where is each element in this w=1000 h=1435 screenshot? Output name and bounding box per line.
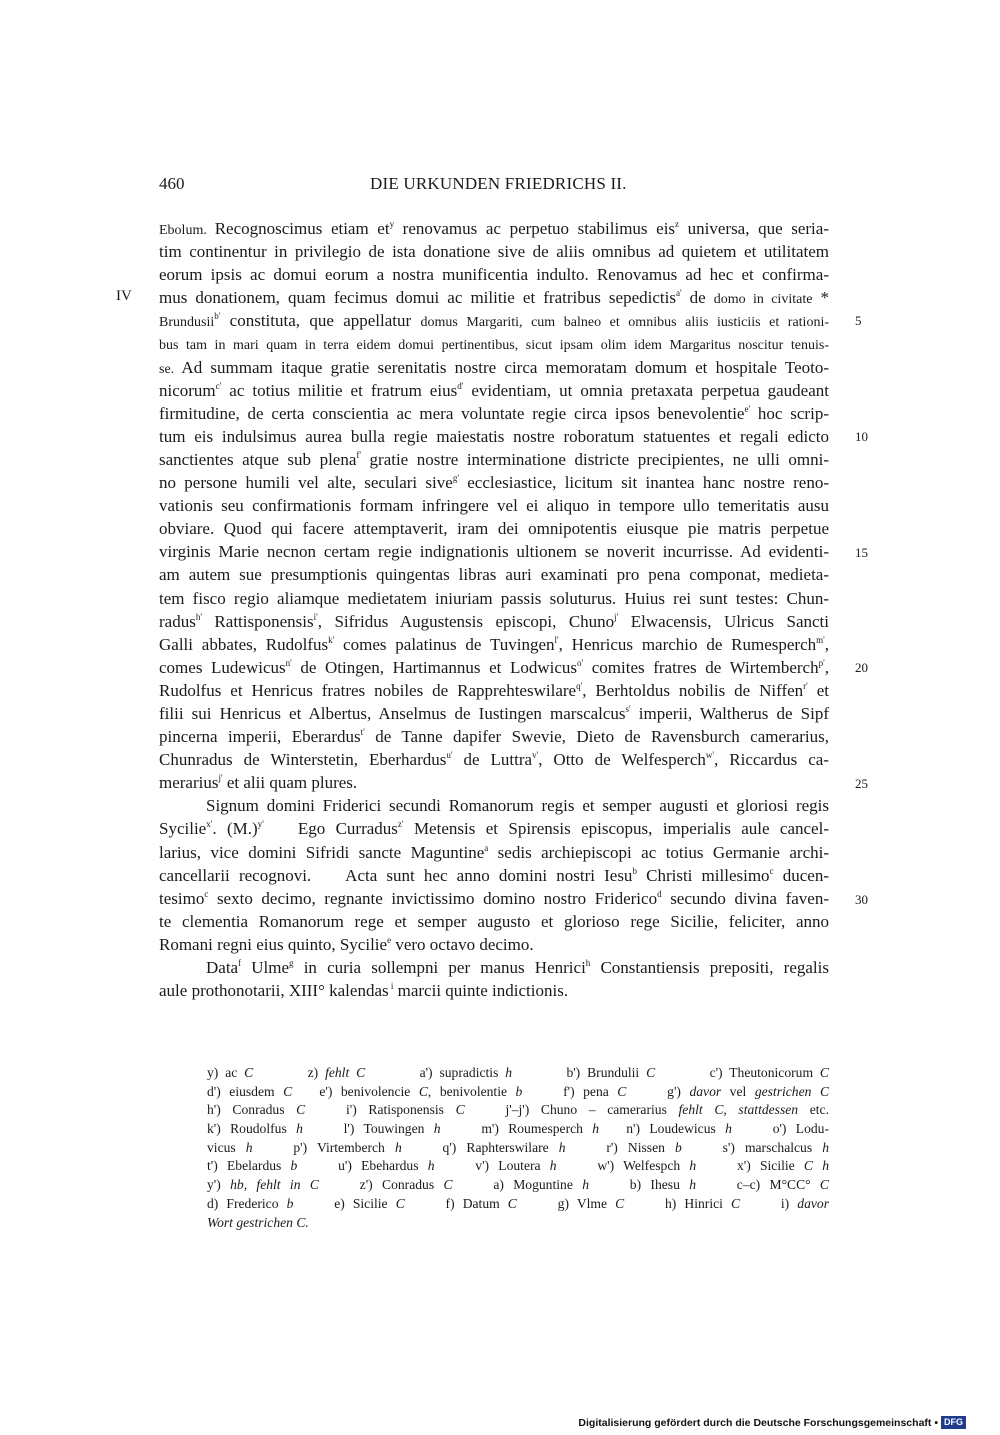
footnote-marker: a: [484, 842, 489, 853]
text-run: s') marschalcus: [681, 1139, 823, 1155]
text-run: h) Hinrici: [624, 1195, 732, 1211]
siglum-text: C: [646, 1065, 656, 1080]
text-run: firmitudine, de certa conscientia ac mera voluntate regie circa ipsos benevolentie: [159, 403, 745, 423]
text-run: vationis seu confirmationis formam infringere vel ei aliquo in tempore ullo temeritatis ausu: [159, 496, 829, 516]
siglum-text: h: [558, 1139, 566, 1155]
text-run: v') Loutera: [434, 1158, 550, 1174]
footer-credit: [578, 1416, 966, 1429]
text-run: renovamus ac perpetuo stabilimus eis: [394, 219, 676, 238]
small-print-text: Brundusii: [159, 315, 215, 331]
text-run: mus donationem, quam fecimus domui ac militie et fratribus sepedictis: [159, 288, 676, 308]
text-run: cancellarii recognovi. Acta sunt hec anno domini nostri Iesu: [159, 865, 633, 885]
text-run: Elwacensis, Ulricus Sancti: [618, 611, 830, 631]
text-line: [159, 956, 829, 979]
text-run: marcii quinte indictionis.: [393, 981, 569, 1001]
text-run: t') Ebelardus: [207, 1158, 291, 1174]
line-number: 25: [855, 776, 868, 791]
small-print-text: Ebolum.: [159, 223, 215, 238]
text-run: filii sui Henricus et Albertus, Anselmus de Iustingen marscalcus: [159, 703, 626, 723]
text-run: b) Ihesu: [588, 1177, 690, 1193]
text-line: [159, 933, 829, 956]
small-print-text: bus tam in mari quam in terra eidem domui pertinentibus, sicut ipsam olim idem Margaritus noscitur tenuis-: [159, 338, 829, 354]
text-line: [159, 263, 829, 286]
siglum-text: davor: [689, 1083, 722, 1099]
note-line: [207, 1214, 829, 1233]
text-run: h') Conradus: [207, 1102, 297, 1118]
text-run: ecclesiastice, licitum sit inantea hanc nostre reno-: [458, 473, 829, 493]
text-run: Sycilie: [159, 819, 207, 839]
footnote-marker: h: [585, 958, 591, 968]
text-run: pincerna imperii, Eberardus: [159, 727, 361, 747]
text-run: r') Nissen: [565, 1139, 676, 1155]
siglum-text: b: [286, 1195, 294, 1211]
footnote-marker: m': [816, 634, 825, 645]
text-line: [159, 356, 829, 379]
footnote-marker: f: [238, 958, 242, 968]
text-run: de: [681, 288, 714, 308]
text-run: merarius: [159, 773, 219, 793]
text-run: comes palatinus de Tuvingen: [334, 634, 555, 654]
text-line: [159, 286, 829, 309]
footnote-marker: z: [675, 219, 680, 229]
dfg-logo-icon: DFG: [941, 1416, 966, 1429]
text-run: radus: [159, 611, 196, 631]
siglum-text: h: [689, 1177, 696, 1193]
text-line: [159, 610, 829, 633]
text-run: j'–j') Chuno – camerarius: [464, 1102, 679, 1118]
note-line: [207, 1139, 829, 1158]
charter-text: [159, 217, 829, 1002]
text-run: i): [740, 1195, 798, 1211]
text-line: [159, 633, 829, 656]
siglum-text: C: [819, 1065, 829, 1080]
text-run: y) ac: [207, 1065, 245, 1080]
text-run: tim continentur in privilegio de ista donatione sive de aliis omnibus ad quietem et utilitatem: [159, 242, 829, 262]
text-run: n') Loudewicus: [599, 1121, 726, 1137]
text-line: [159, 702, 829, 725]
text-run: Chunradus de Winterstetin, Eberhardus: [159, 750, 447, 770]
text-run: no persone humili vel alte, seculari sive: [159, 473, 453, 493]
text-run: Galli abbates, Rudolfus: [159, 634, 329, 654]
footnote-marker: j': [218, 773, 223, 784]
siglum-text: b: [675, 1139, 682, 1155]
text-run: nicorum: [159, 380, 216, 400]
text-run: q') Raphterswilare: [401, 1139, 559, 1155]
note-line: [207, 1064, 829, 1083]
text-run: f) Datum: [404, 1195, 508, 1211]
siglum-text: hb, fehlt in C: [230, 1177, 319, 1193]
footnote-marker: p': [818, 657, 825, 668]
siglum-text: Wort gestrichen C.: [207, 1214, 309, 1230]
text-run: g) Vlme: [516, 1195, 616, 1211]
text-line: [159, 563, 829, 586]
text-line: [159, 240, 829, 263]
text-run: a) Moguntine: [452, 1177, 583, 1193]
text-run: z') Conradus: [318, 1177, 444, 1193]
text-run: vel: [721, 1083, 755, 1099]
text-run: tum eis indulsimus aurea bulla regie maiestatis nostre roboratum statuentes et regali edicto: [159, 426, 829, 446]
text-run: i') Ratisponensis: [305, 1102, 456, 1118]
text-run: Constantiensis prepositi, regalis: [590, 958, 829, 977]
text-run: vicus: [207, 1139, 246, 1155]
text-line: [159, 379, 829, 402]
text-run: e) Sicilie: [293, 1195, 396, 1211]
text-run: sexto decimo, regnante invictissimo domino nostro Friderico: [208, 888, 658, 908]
siglum-text: C: [615, 1195, 625, 1211]
text-run: universa, que seria-: [679, 219, 829, 238]
footnote-marker: o': [577, 657, 584, 668]
footnote-marker: g: [289, 958, 294, 968]
text-run: sanctientes atque sub plena: [159, 449, 357, 469]
page-number: 460: [159, 174, 185, 193]
small-print-text: se.: [159, 361, 175, 377]
siglum-text: C: [283, 1083, 293, 1099]
text-run: , Riccardus ca-: [714, 750, 829, 770]
text-run: b') Brundulii: [512, 1065, 647, 1080]
text-run: de Luttra: [452, 750, 533, 770]
text-run: z): [253, 1065, 326, 1080]
siglum-text: h: [296, 1121, 303, 1137]
text-line: [159, 425, 829, 448]
siglum-text: C: [443, 1177, 453, 1193]
text-line: [159, 910, 829, 933]
footnote-marker: e: [387, 934, 392, 945]
footnote-marker: y': [257, 819, 264, 830]
footer-text: Digitalisierung gefördert durch die Deutsche Forschungsgemeinschaft •: [578, 1416, 938, 1429]
text-run: constituta, que appellatur: [220, 311, 421, 331]
text-run: , Sifridus Augustensis episcopi, Chuno: [317, 611, 615, 631]
siglum-text: davor: [797, 1195, 830, 1211]
note-line: [207, 1083, 829, 1102]
footnote-marker: d: [657, 888, 662, 899]
siglum-text: C: [296, 1102, 306, 1118]
footnote-marker: f': [356, 449, 362, 460]
footnote-marker: t': [360, 727, 365, 738]
text-run: Rudolfus et Henricus fratres nobiles de Rapprehteswilare: [159, 680, 577, 700]
footnote-marker: i: [388, 981, 394, 992]
text-run: in curia sollempni per manus Henrici: [293, 958, 586, 977]
text-run: d') eiusdem: [207, 1083, 284, 1099]
small-print-text: domus Margariti, cum balneo et omnibus aliis iusticiis et rationi-: [420, 315, 830, 331]
footnote-marker: b: [632, 865, 637, 876]
text-run: Rattisponensis: [201, 611, 314, 631]
footnote-marker: r': [803, 680, 808, 691]
text-run: te clementia Romanorum rege et semper augusto et glorioso rege Sicilie, feliciter, anno: [159, 911, 829, 931]
text-run: e') benivolencie: [292, 1083, 419, 1099]
text-line: [159, 794, 829, 817]
text-run: aule prothonotarii, XIII° kalendas: [159, 981, 389, 1001]
text-run: w') Welfespch: [556, 1158, 690, 1174]
text-run: k') Roudolfus: [207, 1121, 297, 1137]
small-print-text: domo in civitate: [713, 292, 813, 308]
text-run: , Otto de Welfesperch: [538, 750, 706, 770]
text-run: hoc scrip-: [750, 403, 829, 423]
siglum-text: fehlt C, stattdessen: [678, 1102, 799, 1118]
siglum-text: h: [427, 1158, 435, 1174]
text-run: *: [812, 288, 829, 308]
text-line: [159, 887, 829, 910]
text-line: [159, 309, 829, 332]
text-line: [159, 517, 829, 540]
text-run: Signum domini Friderici secundi Romanorum regis et semper augusti et gloriosi regis: [206, 796, 829, 816]
text-run: comes Ludewicus: [159, 657, 286, 677]
text-line: [159, 540, 829, 563]
text-run: et: [807, 680, 829, 700]
note-line: [207, 1101, 829, 1120]
siglum-text: C: [455, 1102, 465, 1118]
footnote-marker: a': [675, 288, 682, 299]
line-number: 5: [855, 313, 862, 328]
footnote-marker: q': [576, 680, 583, 691]
text-run: Romani regni eius quinto, Sycilie: [159, 934, 388, 954]
note-line: [207, 1195, 829, 1214]
text-run: , Berhtoldus nobilis de Niffen: [582, 680, 804, 700]
text-run: x') Sicilie: [696, 1158, 804, 1174]
text-run: obviare. Quod qui facere attemptaverit, iram dei omnipotentis eiusque pie matris perpetue: [159, 519, 829, 539]
text-run: sedis archiepiscopi ac totius Germanie archi-: [488, 842, 830, 862]
text-run: ,: [824, 657, 829, 677]
footnote-marker: y: [389, 219, 395, 229]
siglum-text: b: [290, 1158, 298, 1174]
text-run: ducen-: [773, 865, 829, 885]
footnote-marker: j': [614, 611, 619, 622]
footnote-marker: k': [328, 634, 335, 645]
siglum-text: h: [689, 1158, 697, 1174]
text-run: c') Theutonicorum: [655, 1065, 820, 1080]
line-number: 30: [855, 892, 868, 907]
text-line: [159, 332, 829, 355]
text-line: [159, 656, 829, 679]
footnote-marker: c: [204, 888, 209, 899]
siglum-text: b: [515, 1083, 523, 1099]
footnote-marker: g': [452, 473, 459, 484]
footnote-marker: e': [744, 403, 751, 414]
running-title: DIE URKUNDEN FRIEDRICHS II.: [370, 174, 627, 193]
footnote-marker: h': [195, 611, 202, 622]
note-line: [207, 1120, 829, 1139]
siglum-text: h: [394, 1139, 402, 1155]
siglum-text: h: [433, 1121, 441, 1137]
line-number: 15: [855, 545, 868, 560]
text-run: etc.: [798, 1102, 829, 1118]
footnote-marker: i': [313, 611, 318, 622]
siglum-text: C: [418, 1083, 428, 1099]
text-run: o') Lodu-: [731, 1121, 829, 1137]
siglum-text: h: [505, 1065, 513, 1080]
text-run: Ego Curradus: [263, 819, 398, 839]
footnote-marker: w': [705, 750, 715, 761]
text-run: Data: [206, 958, 239, 977]
text-run: et alii quam plures.: [222, 773, 358, 793]
footnote-marker: c': [215, 380, 222, 391]
text-run: imperii, Waltherus de Sipf: [630, 703, 829, 723]
text-run: m') Roumesperch: [440, 1121, 593, 1137]
text-line: [159, 679, 829, 702]
text-run: ac totius militie et fratrum eius: [221, 380, 458, 400]
siglum-text: h: [582, 1177, 589, 1193]
siglum-text: C: [819, 1177, 829, 1193]
text-run: . (M.): [212, 819, 258, 839]
footnote-marker: n': [285, 657, 292, 668]
text-line: [159, 771, 829, 794]
text-run: larius, vice domini Sifridi sancte Maguntine: [159, 842, 485, 862]
text-line: [159, 725, 829, 748]
siglum-text: h: [245, 1139, 253, 1155]
text-run: l') Touwingen: [302, 1121, 434, 1137]
text-run: gratie nostre interminatione districte precipientes, ne ulli omni-: [361, 449, 830, 469]
text-run: virginis Marie necnon certam regie indignationis ultionem se noverit incurrisse. Ad evidenti-: [159, 542, 829, 562]
footnote-marker: b': [214, 311, 221, 322]
text-run: Ulme: [241, 958, 290, 977]
critical-apparatus: [207, 1064, 829, 1232]
footnote-marker: l': [554, 634, 559, 645]
text-run: eorum ipsis ac domui eorum a nostra munificentia indulto. Renovamus ad hec et confirma-: [159, 265, 829, 285]
text-run: tem fisco regio aliamque medietatem iniuriam passis soluturus. Huius rei sunt testes: Chun-: [159, 588, 829, 608]
text-line: [159, 587, 829, 610]
text-run: de Otingen, Hartimannus et Lodwicus: [291, 657, 578, 677]
siglum-text: h: [549, 1158, 557, 1174]
text-line: [159, 217, 829, 240]
footnote-marker: x': [206, 819, 213, 830]
footnote-marker: d': [457, 380, 464, 391]
text-run: de Tanne dapifer Swevie, Dieto de Ravensburch camerarius,: [364, 727, 829, 747]
siglum-text: h: [592, 1121, 600, 1137]
text-run: , benivolentie: [427, 1083, 516, 1099]
text-run: ,: [824, 634, 829, 654]
footnote-marker: u': [446, 750, 453, 761]
text-run: f') pena: [522, 1083, 618, 1099]
footnote-marker: c: [769, 865, 774, 876]
note-line: [207, 1157, 829, 1176]
siglum-text: C: [507, 1195, 517, 1211]
text-run: g'): [626, 1083, 690, 1099]
note-line: [207, 1176, 829, 1195]
line-number: 20: [855, 660, 868, 675]
text-line: [159, 817, 829, 840]
footnote-marker: v': [532, 750, 539, 761]
text-run: , Henricus marchio de Rumesperch: [558, 634, 817, 654]
text-run: vero octavo decimo.: [391, 934, 534, 954]
text-run: am autem sue presumptionis quingentas libras auri examinati pro pena componat, medieta-: [159, 565, 829, 585]
text-line: [159, 979, 829, 1002]
siglum-text: C: [244, 1065, 254, 1080]
margin-note: IV: [116, 288, 132, 304]
text-run: Ad summam itaque gratie serenitatis nostre circa memoratam domum et hospitale Teoto-: [174, 357, 829, 377]
siglum-text: h: [725, 1121, 732, 1137]
text-run: Recognoscimus etiam et: [214, 219, 390, 238]
footnote-marker: s': [625, 703, 631, 714]
text-line: [159, 748, 829, 771]
text-run: comites fratres de Wirtemberch: [583, 657, 819, 677]
text-run: p') Virtemberch: [252, 1139, 395, 1155]
text-line: [159, 841, 829, 864]
siglum-text: C h: [803, 1158, 830, 1174]
text-run: y'): [207, 1177, 231, 1193]
footnote-marker: z': [397, 819, 404, 830]
siglum-text: C: [395, 1195, 405, 1211]
siglum-text: h: [822, 1139, 830, 1155]
text-line: [159, 494, 829, 517]
text-line: [159, 864, 829, 887]
text-run: c–c) M°CC°: [695, 1177, 820, 1193]
text-run: u') Ebehardus: [297, 1158, 428, 1174]
text-line: [159, 448, 829, 471]
siglum-text: C: [731, 1195, 741, 1211]
text-line: [159, 402, 829, 425]
siglum-text: fehlt C: [325, 1065, 366, 1080]
text-run: d) Frederico: [207, 1195, 287, 1211]
text-line: [159, 471, 829, 494]
line-number: 10: [855, 429, 868, 444]
text-run: evidentiam, ut omnia pretaxata perpetua gaudeant: [463, 380, 829, 400]
siglum-text: gestrichen C: [754, 1083, 830, 1099]
text-run: Metensis et Spirensis episcopus, imperialis aule cancel-: [403, 819, 829, 839]
text-run: secundo divina faven-: [661, 888, 829, 908]
text-run: a') supradictis: [365, 1065, 506, 1080]
text-run: Christi millesimo: [636, 865, 770, 885]
siglum-text: C: [617, 1083, 627, 1099]
text-run: tesimo: [159, 888, 205, 908]
